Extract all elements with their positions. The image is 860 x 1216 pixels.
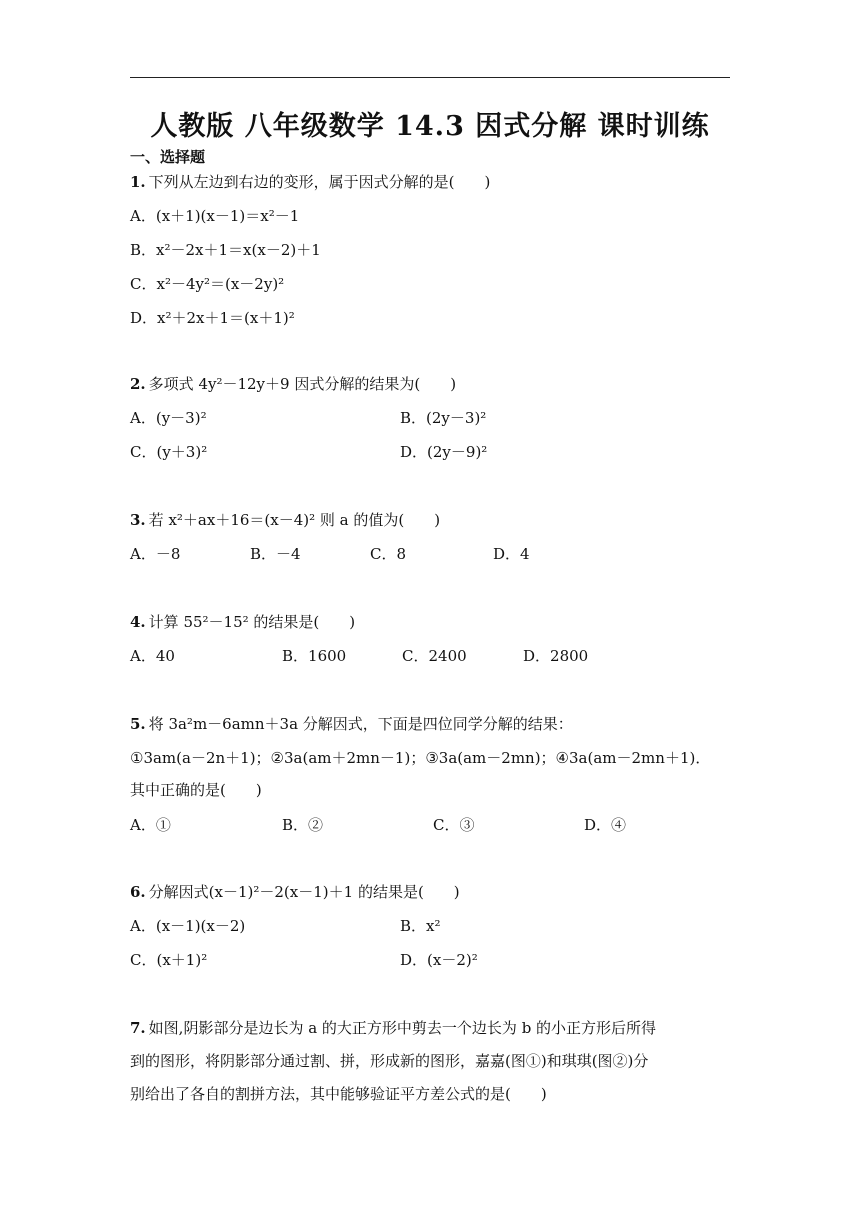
question-3-option-c <box>370 544 406 564</box>
option-label: B． <box>130 241 157 259</box>
option-label: B． <box>250 545 277 563</box>
option-label: D． <box>584 816 612 834</box>
question-text: 将 3a²m－6amn＋3a 分解因式，下面是四位同学分解的结果： <box>148 715 573 733</box>
question-text: 分解因式(x－1)²－2(x－1)＋1 的结果是( ) <box>148 883 460 901</box>
option-text: 1600 <box>308 647 347 665</box>
question-2-option-b <box>400 408 486 428</box>
option-text: －8 <box>155 545 181 563</box>
option-text: x²－2x＋1＝x(x－2)＋1 <box>156 241 321 259</box>
question-1-option-a <box>130 206 299 226</box>
option-text: (2y－9)² <box>427 443 488 461</box>
question-number: 2. <box>130 375 146 393</box>
option-label: C． <box>130 443 157 461</box>
option-text: 8 <box>396 545 407 563</box>
header-rule <box>130 77 730 78</box>
question-5-stem-line-3 <box>130 780 262 800</box>
question-2-option-c <box>130 442 207 462</box>
question-5-option-c <box>433 815 475 835</box>
option-label: B． <box>282 816 309 834</box>
question-5-option-b <box>282 815 323 835</box>
option-label: B． <box>282 647 309 665</box>
question-3-option-d <box>493 544 530 564</box>
question-number: 7. <box>130 1019 146 1037</box>
question-2-stem <box>130 374 456 394</box>
option-text: (x＋1)(x－1)＝x²－1 <box>155 207 300 225</box>
option-label: B． <box>400 409 427 427</box>
question-text: 到的图形，将阴影部分通过割、拼，形成新的图形，嘉嘉(图①)和琪琪(图②)分 <box>130 1052 649 1070</box>
section-heading: 一、选择题 <box>130 148 206 166</box>
option-text: ① <box>155 816 171 834</box>
option-text: －4 <box>276 545 301 563</box>
question-1-stem <box>130 172 490 192</box>
question-5-option-a <box>130 815 171 835</box>
question-1-option-b <box>130 240 321 260</box>
option-text: x²－4y²＝(x－2y)² <box>156 275 285 293</box>
option-text: (y－3)² <box>155 409 207 427</box>
question-number: 5. <box>130 715 146 733</box>
option-label: A． <box>130 647 156 665</box>
question-6-option-b <box>400 916 441 936</box>
question-4-option-b <box>282 646 346 666</box>
question-5-stem-line-2 <box>130 748 710 768</box>
question-5-stem <box>130 714 573 734</box>
page-title: 人教版 八年级数学 14.3 因式分解 课时训练 <box>150 111 710 142</box>
option-text: 4 <box>520 545 530 563</box>
option-text: (2y－3)² <box>426 409 487 427</box>
question-1-option-c <box>130 274 284 294</box>
option-label: D． <box>493 545 521 563</box>
question-4-option-d <box>523 646 588 666</box>
option-text: ② <box>308 816 324 834</box>
option-text: ④ <box>611 816 627 834</box>
option-text: 2800 <box>550 647 589 665</box>
question-6-option-a <box>130 916 245 936</box>
option-label: D． <box>400 443 428 461</box>
option-label: A． <box>130 816 156 834</box>
option-text: ③ <box>459 816 475 834</box>
question-number: 6. <box>130 883 146 901</box>
option-label: A． <box>130 207 156 225</box>
question-5-option-d <box>584 815 626 835</box>
question-number: 4. <box>130 613 146 631</box>
question-7-stem-line-2 <box>130 1051 648 1071</box>
question-number: 3. <box>130 511 146 529</box>
question-4-stem <box>130 612 355 632</box>
question-6-option-c <box>130 950 207 970</box>
option-label: C． <box>402 647 429 665</box>
question-7-stem-line-3 <box>130 1084 547 1104</box>
option-text: x² <box>426 917 441 935</box>
question-3-option-b <box>250 544 301 564</box>
option-text: x²＋2x＋1＝(x＋1)² <box>157 309 295 327</box>
question-text: 若 x²＋ax＋16＝(x－4)² 则 a 的值为( ) <box>148 511 441 529</box>
question-text: 别给出了各自的割拼方法，其中能够验证平方差公式的是( ) <box>130 1085 547 1103</box>
question-text: 其中正确的是( ) <box>130 781 262 799</box>
option-text: (x－1)(x－2) <box>155 917 246 935</box>
option-text: 2400 <box>428 647 467 665</box>
question-number: 1. <box>130 173 146 191</box>
option-label: C． <box>130 275 157 293</box>
option-label: C． <box>433 816 460 834</box>
question-4-option-c <box>402 646 467 666</box>
question-7-stem <box>130 1018 656 1038</box>
question-3-stem <box>130 510 440 530</box>
question-3-option-a <box>130 544 180 564</box>
question-2-option-a <box>130 408 207 428</box>
option-label: C． <box>130 951 157 969</box>
option-text: 40 <box>155 647 175 665</box>
option-label: D． <box>400 951 428 969</box>
option-label: B． <box>400 917 427 935</box>
option-text: (y＋3)² <box>156 443 208 461</box>
question-text: 多项式 4y²－12y＋9 因式分解的结果为( ) <box>148 375 457 393</box>
question-text: 计算 55²－15² 的结果是( ) <box>148 613 356 631</box>
question-6-stem <box>130 882 460 902</box>
question-4-option-a <box>130 646 175 666</box>
option-label: A． <box>130 545 156 563</box>
option-label: A． <box>130 917 156 935</box>
question-text: ①3am(a－2n＋1)；②3a(am＋2mn－1)；③3a(am－2mn)；④3a(am－2mn＋1)． <box>130 749 711 767</box>
question-text: 下列从左边到右边的变形，属于因式分解的是( ) <box>148 173 491 191</box>
option-label: C． <box>370 545 397 563</box>
question-1-option-d <box>130 308 295 328</box>
option-text: (x－2)² <box>427 951 478 969</box>
option-label: D． <box>130 309 158 327</box>
option-label: A． <box>130 409 156 427</box>
option-label: D． <box>523 647 551 665</box>
question-2-option-d <box>400 442 487 462</box>
option-text: (x＋1)² <box>156 951 208 969</box>
question-6-option-d <box>400 950 478 970</box>
question-text: 如图,阴影部分是边长为 a 的大正方形中剪去一个边长为 b 的小正方形后所得 <box>148 1019 657 1037</box>
